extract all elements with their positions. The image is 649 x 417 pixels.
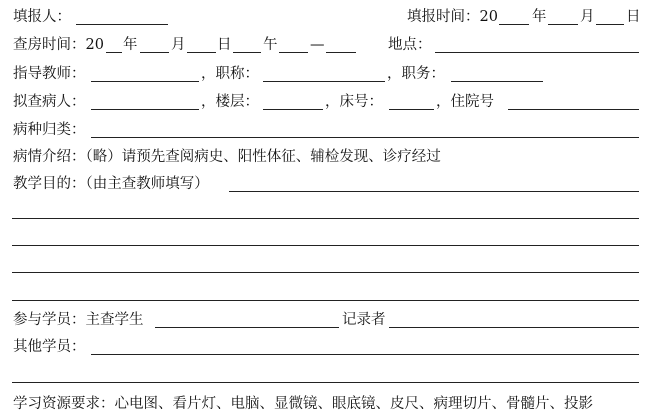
rounds-noon-label: 午 bbox=[263, 37, 278, 53]
location-label: 地点： bbox=[388, 37, 432, 53]
objective-line-4[interactable] bbox=[12, 300, 639, 301]
patient-label: 拟查病人： bbox=[13, 94, 86, 110]
lead-student-field[interactable] bbox=[155, 327, 339, 328]
position-label: ，职务： bbox=[387, 66, 445, 82]
title-field[interactable] bbox=[263, 81, 385, 82]
condition-text: 病情介绍：（略）请预先查阅病史、阳性体征、辅检发现、诊疗经过 bbox=[13, 149, 441, 165]
rounds-dash: — bbox=[310, 37, 325, 53]
report-day-label: 日 bbox=[626, 9, 641, 25]
separator-line bbox=[12, 382, 639, 383]
rounds-day-field[interactable] bbox=[187, 52, 216, 53]
resources-text: 学习资源要求：心电图、看片灯、电脑、显微镜、眼底镜、皮尺、病理切片、骨髓片、投影 bbox=[13, 396, 593, 412]
recorder-label: 记录者 bbox=[342, 312, 386, 328]
patient-field[interactable] bbox=[91, 109, 199, 110]
report-day-field[interactable] bbox=[596, 24, 624, 25]
participants-label: 参与学员：主查学生 bbox=[13, 312, 144, 328]
rounds-time-label: 查房时间：20 bbox=[13, 37, 104, 53]
rounds-year-field[interactable] bbox=[106, 52, 122, 53]
instructor-field[interactable] bbox=[91, 81, 199, 82]
title-label: ，职称： bbox=[201, 66, 259, 82]
report-year-label: 年 bbox=[532, 9, 547, 25]
location-field[interactable] bbox=[435, 52, 639, 53]
report-month-field[interactable] bbox=[548, 24, 578, 25]
admission-field[interactable] bbox=[508, 109, 639, 110]
floor-field[interactable] bbox=[263, 109, 323, 110]
rounds-month-label: 月 bbox=[171, 37, 186, 53]
objective-line-3[interactable] bbox=[12, 272, 639, 273]
rounds-ampm-field[interactable] bbox=[233, 52, 261, 53]
report-time-label: 填报时间：20 bbox=[407, 9, 498, 25]
reporter-label: 填报人： bbox=[13, 9, 71, 25]
objective-field[interactable] bbox=[229, 191, 639, 192]
disease-category-field[interactable] bbox=[91, 137, 639, 138]
other-students-label: 其他学员： bbox=[13, 339, 86, 355]
report-year-field[interactable] bbox=[499, 24, 529, 25]
reporter-field[interactable] bbox=[76, 24, 168, 25]
objective-line-1[interactable] bbox=[12, 218, 639, 219]
position-field[interactable] bbox=[451, 81, 543, 82]
rounds-day-label: 日 bbox=[217, 37, 232, 53]
rounds-year-label: 年 bbox=[123, 37, 138, 53]
objective-label: 教学目的：（由主查教师填写） bbox=[13, 176, 209, 192]
disease-category-label: 病种归类： bbox=[13, 122, 86, 138]
recorder-field[interactable] bbox=[389, 327, 639, 328]
bed-field[interactable] bbox=[389, 109, 434, 110]
rounds-start-field[interactable] bbox=[279, 52, 308, 53]
instructor-label: 指导教师： bbox=[13, 66, 86, 82]
admission-label: ，住院号 bbox=[436, 94, 494, 110]
report-month-label: 月 bbox=[580, 9, 595, 25]
bed-label: ，床号： bbox=[325, 94, 383, 110]
rounds-end-field[interactable] bbox=[326, 52, 356, 53]
rounds-month-field[interactable] bbox=[140, 52, 169, 53]
other-students-field[interactable] bbox=[91, 354, 639, 355]
floor-label: ，楼层： bbox=[201, 94, 259, 110]
objective-line-2[interactable] bbox=[12, 245, 639, 246]
